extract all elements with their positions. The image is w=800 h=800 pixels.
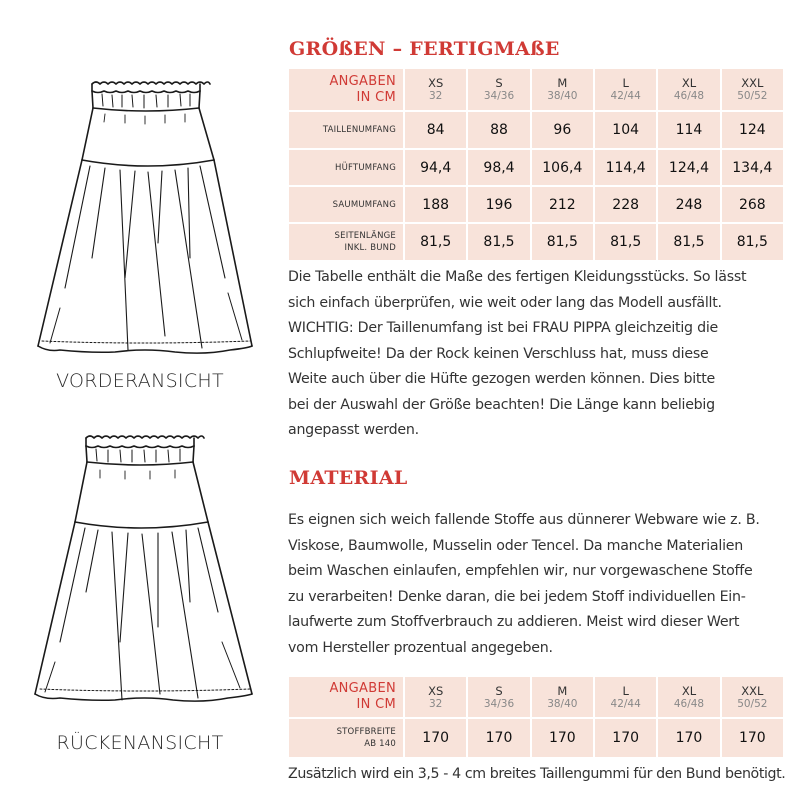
table-cell: 106,4 (531, 149, 594, 186)
size-header-xxl: XXL 50/52 (721, 676, 784, 718)
table-cell: 170 (404, 718, 467, 758)
table-cell: 81,5 (404, 223, 467, 261)
paragraph-line: bei der Auswahl der Größe beachten! Die Länge kann beliebig (288, 396, 715, 413)
header-label-line2: IN CM (356, 89, 396, 105)
table-cell: 81,5 (721, 223, 784, 261)
table-cell: 104 (594, 111, 657, 149)
sizes-table (287, 67, 785, 262)
table-cell: 228 (594, 186, 657, 223)
table-cell: 170 (657, 718, 720, 758)
paragraph-line: sich einfach überprüfen, wie weit oder lang das Modell ausfällt. (288, 294, 722, 311)
material-title: MATERIAL (289, 467, 408, 489)
table-cell: 124 (721, 111, 784, 149)
material-footnote (288, 762, 788, 788)
paragraph-line: vom Hersteller prozentual angegeben. (288, 639, 553, 656)
table-cell: 94,4 (404, 149, 467, 186)
row-label-line1: SEITENLÄNGE (334, 231, 396, 241)
row-label: TAILLENUMFANG (288, 111, 404, 149)
table-row (288, 149, 784, 186)
row-label-line2: INKL. BUND (344, 243, 396, 253)
paragraph-line: Schlupfweite! Da der Rock keinen Verschluss hat, muss diese (288, 345, 709, 362)
header-label-line1: ANGABEN (329, 73, 396, 89)
table-cell: 188 (404, 186, 467, 223)
table-cell: 114,4 (594, 149, 657, 186)
material-paragraph (288, 508, 788, 661)
table-cell: 124,4 (657, 149, 720, 186)
size-header-l: L 42/44 (594, 68, 657, 111)
table-cell: 81,5 (467, 223, 530, 261)
sketch-column (0, 0, 280, 800)
size-header-xl: XL 46/48 (657, 68, 720, 111)
row-label-line2: AB 140 (364, 739, 396, 749)
size-header-m: M 38/40 (531, 676, 594, 718)
paragraph-line: WICHTIG: Der Taillenumfang ist bei FRAU PIPPA gleichzeitig die (288, 320, 718, 336)
paragraph-line: Viskose, Baumwolle, Musselin oder Tencel. Da manche Materialien (288, 537, 743, 554)
skirt-back-sketch (30, 432, 260, 732)
table-cell: 170 (594, 718, 657, 758)
header-label-line1: ANGABEN (329, 681, 396, 696)
paragraph-line: laufwerte zum Stoffverbrauch zu addieren. Meist wird dieser Wert (288, 614, 740, 630)
table-row (288, 718, 784, 758)
row-label: HÜFTUMFANG (288, 149, 404, 186)
material-header-row (288, 676, 784, 718)
table-cell: 212 (531, 186, 594, 223)
paragraph-line: beim Waschen einlaufen, empfehlen wir, nur vorgewaschene Stoffe (288, 563, 753, 579)
table-row (288, 186, 784, 223)
size-header-xs: XS 32 (404, 68, 467, 111)
paragraph-line: zu verarbeiten! Denke daran, die bei jedem Stoff individuellen Ein- (288, 588, 746, 605)
table-cell: 84 (404, 111, 467, 149)
table-cell: 81,5 (657, 223, 720, 261)
size-header-xxl: XXL 50/52 (721, 68, 784, 111)
table-cell: 248 (657, 186, 720, 223)
back-view-label: RÜCKENANSICHT (56, 732, 224, 754)
sizes-header-row (288, 68, 784, 111)
table-cell: 81,5 (594, 223, 657, 261)
row-label: SAUMUMFANG (288, 186, 404, 223)
table-row (288, 111, 784, 149)
table-row (288, 223, 784, 261)
table-cell: 170 (531, 718, 594, 758)
front-view-label: VORDERANSICHT (56, 370, 224, 392)
table-cell: 268 (721, 186, 784, 223)
row-label (288, 718, 404, 758)
material-table (287, 675, 785, 759)
table-cell: 196 (467, 186, 530, 223)
table-cell: 96 (531, 111, 594, 149)
sizes-title: GRÖßEN – FERTIGMAßE (289, 38, 560, 60)
paragraph-line: angepasst werden. (288, 422, 419, 438)
table-cell: 134,4 (721, 149, 784, 186)
skirt-front-sketch (30, 78, 260, 378)
footnote-text: Zusätzlich wird ein 3,5 - 4 cm breites Taillengummi für den Bund benötigt. (288, 766, 786, 782)
size-header-xl: XL 46/48 (657, 676, 720, 718)
size-header-l: L 42/44 (594, 676, 657, 718)
paragraph-line: Es eignen sich weich fallende Stoffe aus dünnerer Webware wie z. B. (288, 512, 760, 528)
header-label-line2: IN CM (356, 697, 396, 712)
table-cell: 88 (467, 111, 530, 149)
header-label-cell (288, 676, 404, 718)
size-header-s: S 34/36 (467, 676, 530, 718)
size-header-m: M 38/40 (531, 68, 594, 111)
header-label-cell (288, 68, 404, 111)
table-cell: 170 (467, 718, 530, 758)
table-cell: 170 (721, 718, 784, 758)
table-cell: 114 (657, 111, 720, 149)
row-label-line1: STOFFBREITE (336, 727, 396, 737)
paragraph-line: Die Tabelle enthält die Maße des fertigen Kleidungsstücks. So lässt (288, 269, 747, 285)
size-header-xs: XS 32 (404, 676, 467, 718)
table-cell: 98,4 (467, 149, 530, 186)
row-label (288, 223, 404, 261)
size-header-s: S 34/36 (467, 68, 530, 111)
sizes-paragraph (288, 265, 788, 444)
table-cell: 81,5 (531, 223, 594, 261)
paragraph-line: Weite auch über die Hüfte gezogen werden können. Dies bitte (288, 371, 716, 387)
